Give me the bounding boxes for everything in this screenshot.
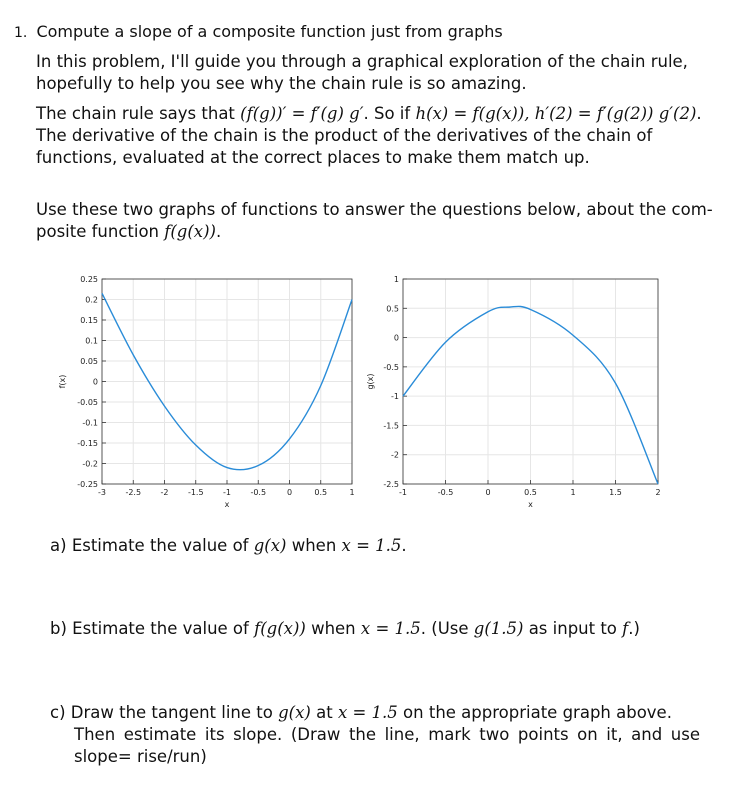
x-tick-label: -2.5	[125, 488, 142, 497]
question-b-text4: as input to	[523, 619, 623, 638]
question-a-text: Estimate the value of	[71, 536, 254, 555]
chain-rule-end: .	[696, 104, 702, 123]
question-b-text3: . (Use	[420, 619, 474, 638]
x-axis-label: x	[224, 500, 230, 509]
chain-rule-paragraph	[36, 103, 716, 169]
y-tick-label: 0.25	[80, 275, 98, 284]
question-a-label: a)	[50, 536, 67, 555]
y-tick-label: -0.15	[77, 439, 98, 448]
y-tick-label: 0	[393, 333, 399, 343]
x-tick-label: 2	[655, 488, 661, 497]
instruction-paragraph	[36, 199, 716, 243]
y-tick-label: -0.5	[383, 362, 399, 372]
y-tick-label: -0.05	[77, 398, 98, 407]
question-a-text2: when	[286, 536, 342, 555]
x-tick-label: -0.5	[437, 488, 454, 497]
x-tick-label: 1.5	[609, 488, 622, 497]
y-tick-label: -2	[391, 450, 399, 460]
chain-rule-lead: The chain rule says that	[36, 104, 241, 123]
question-b-text5: .)	[628, 619, 640, 638]
y-axis-label: f(x)	[58, 374, 67, 389]
y-tick-label: 0.15	[80, 316, 98, 325]
plot-f	[55, 268, 375, 518]
question-b-math1: f(g(x))	[254, 619, 306, 638]
question-b-text: Estimate the value of	[72, 619, 255, 638]
instruction-formula: f(g(x))	[164, 222, 216, 241]
x-axis-label: x	[528, 500, 533, 509]
y-tick-label: -1.5	[383, 421, 399, 431]
question-c-text2: at	[310, 703, 338, 722]
question-c	[50, 702, 700, 768]
x-tick-label: -0.5	[250, 488, 267, 497]
instruction-end: .	[216, 222, 222, 241]
x-tick-label: -2	[160, 488, 169, 497]
x-tick-label: 1	[349, 488, 355, 497]
y-tick-label: 0.2	[85, 295, 98, 305]
x-tick-label: -1	[399, 488, 407, 497]
y-tick-label: -2.5	[383, 480, 399, 489]
y-tick-label: -1	[391, 392, 399, 402]
problem-number: 1.	[14, 25, 28, 41]
question-a-math1: g(x)	[253, 536, 287, 555]
y-tick-label: -0.25	[77, 480, 98, 489]
question-b	[50, 618, 640, 640]
question-c-line2: Then estimate its slope. (Draw the line, mark two points on it, and use slope= rise/run)	[74, 725, 700, 766]
question-c-math2: x = 1.5	[337, 703, 398, 722]
question-c-math1: g(x)	[278, 703, 311, 722]
x-tick-label: 1	[570, 488, 576, 497]
chain-rule-mid: . So if	[363, 104, 416, 123]
question-c-text3: on the appropriate graph above.	[397, 703, 672, 722]
plot-g	[365, 268, 675, 518]
problem-title: Compute a slope of a composite function just from graphs	[36, 22, 503, 41]
x-tick-label: 0.5	[314, 488, 328, 497]
x-tick-label: -1	[223, 488, 231, 497]
question-a-math2: x = 1.5	[341, 536, 402, 555]
instruction-text: Use these two graphs of functions to answer the questions below, about the com-posite function	[36, 200, 713, 241]
question-a-text3: .	[401, 536, 407, 555]
y-tick-label: 0.05	[80, 357, 98, 366]
x-tick-label: -1.5	[187, 488, 204, 497]
intro-paragraph: In this problem, I'll guide you through a graphical exploration of the chain rule, hopefully to help you see why the chain rule is so amazing.	[36, 52, 688, 93]
y-axis-label: g(x)	[366, 373, 375, 390]
x-tick-label: 0.5	[524, 488, 537, 497]
y-tick-label: 0.1	[85, 336, 98, 346]
y-tick-label: 0	[92, 377, 98, 387]
y-tick-label: 0.5	[386, 304, 399, 314]
question-b-math2: x = 1.5	[360, 619, 421, 638]
chain-rule-example: h(x) = f(g(x)), h′(2) = f′(g(2)) g′(2)	[415, 104, 697, 123]
question-a	[50, 535, 407, 557]
question-b-text2: when	[305, 619, 361, 638]
problem-heading	[14, 22, 503, 41]
y-tick-label: 1	[393, 275, 399, 284]
y-tick-label: -0.1	[82, 418, 98, 428]
chain-rule-formula: (f(g))′ = f′(g) g′	[240, 104, 364, 123]
question-b-math4: f	[622, 619, 629, 638]
x-tick-label: -3	[98, 488, 106, 497]
y-tick-label: -0.2	[82, 459, 98, 469]
x-tick-label: 0	[286, 488, 293, 497]
question-b-math3: g(1.5)	[473, 619, 524, 638]
question-c-text: Draw the tangent line to	[70, 703, 279, 722]
question-b-label: b)	[50, 619, 67, 638]
chain-rule-explanation: The derivative of the chain is the product of the derivatives of the chain of functions, evaluated at the correct places to make them match up.	[36, 126, 653, 167]
question-c-label: c)	[50, 703, 66, 722]
x-tick-label: 0	[485, 488, 491, 497]
